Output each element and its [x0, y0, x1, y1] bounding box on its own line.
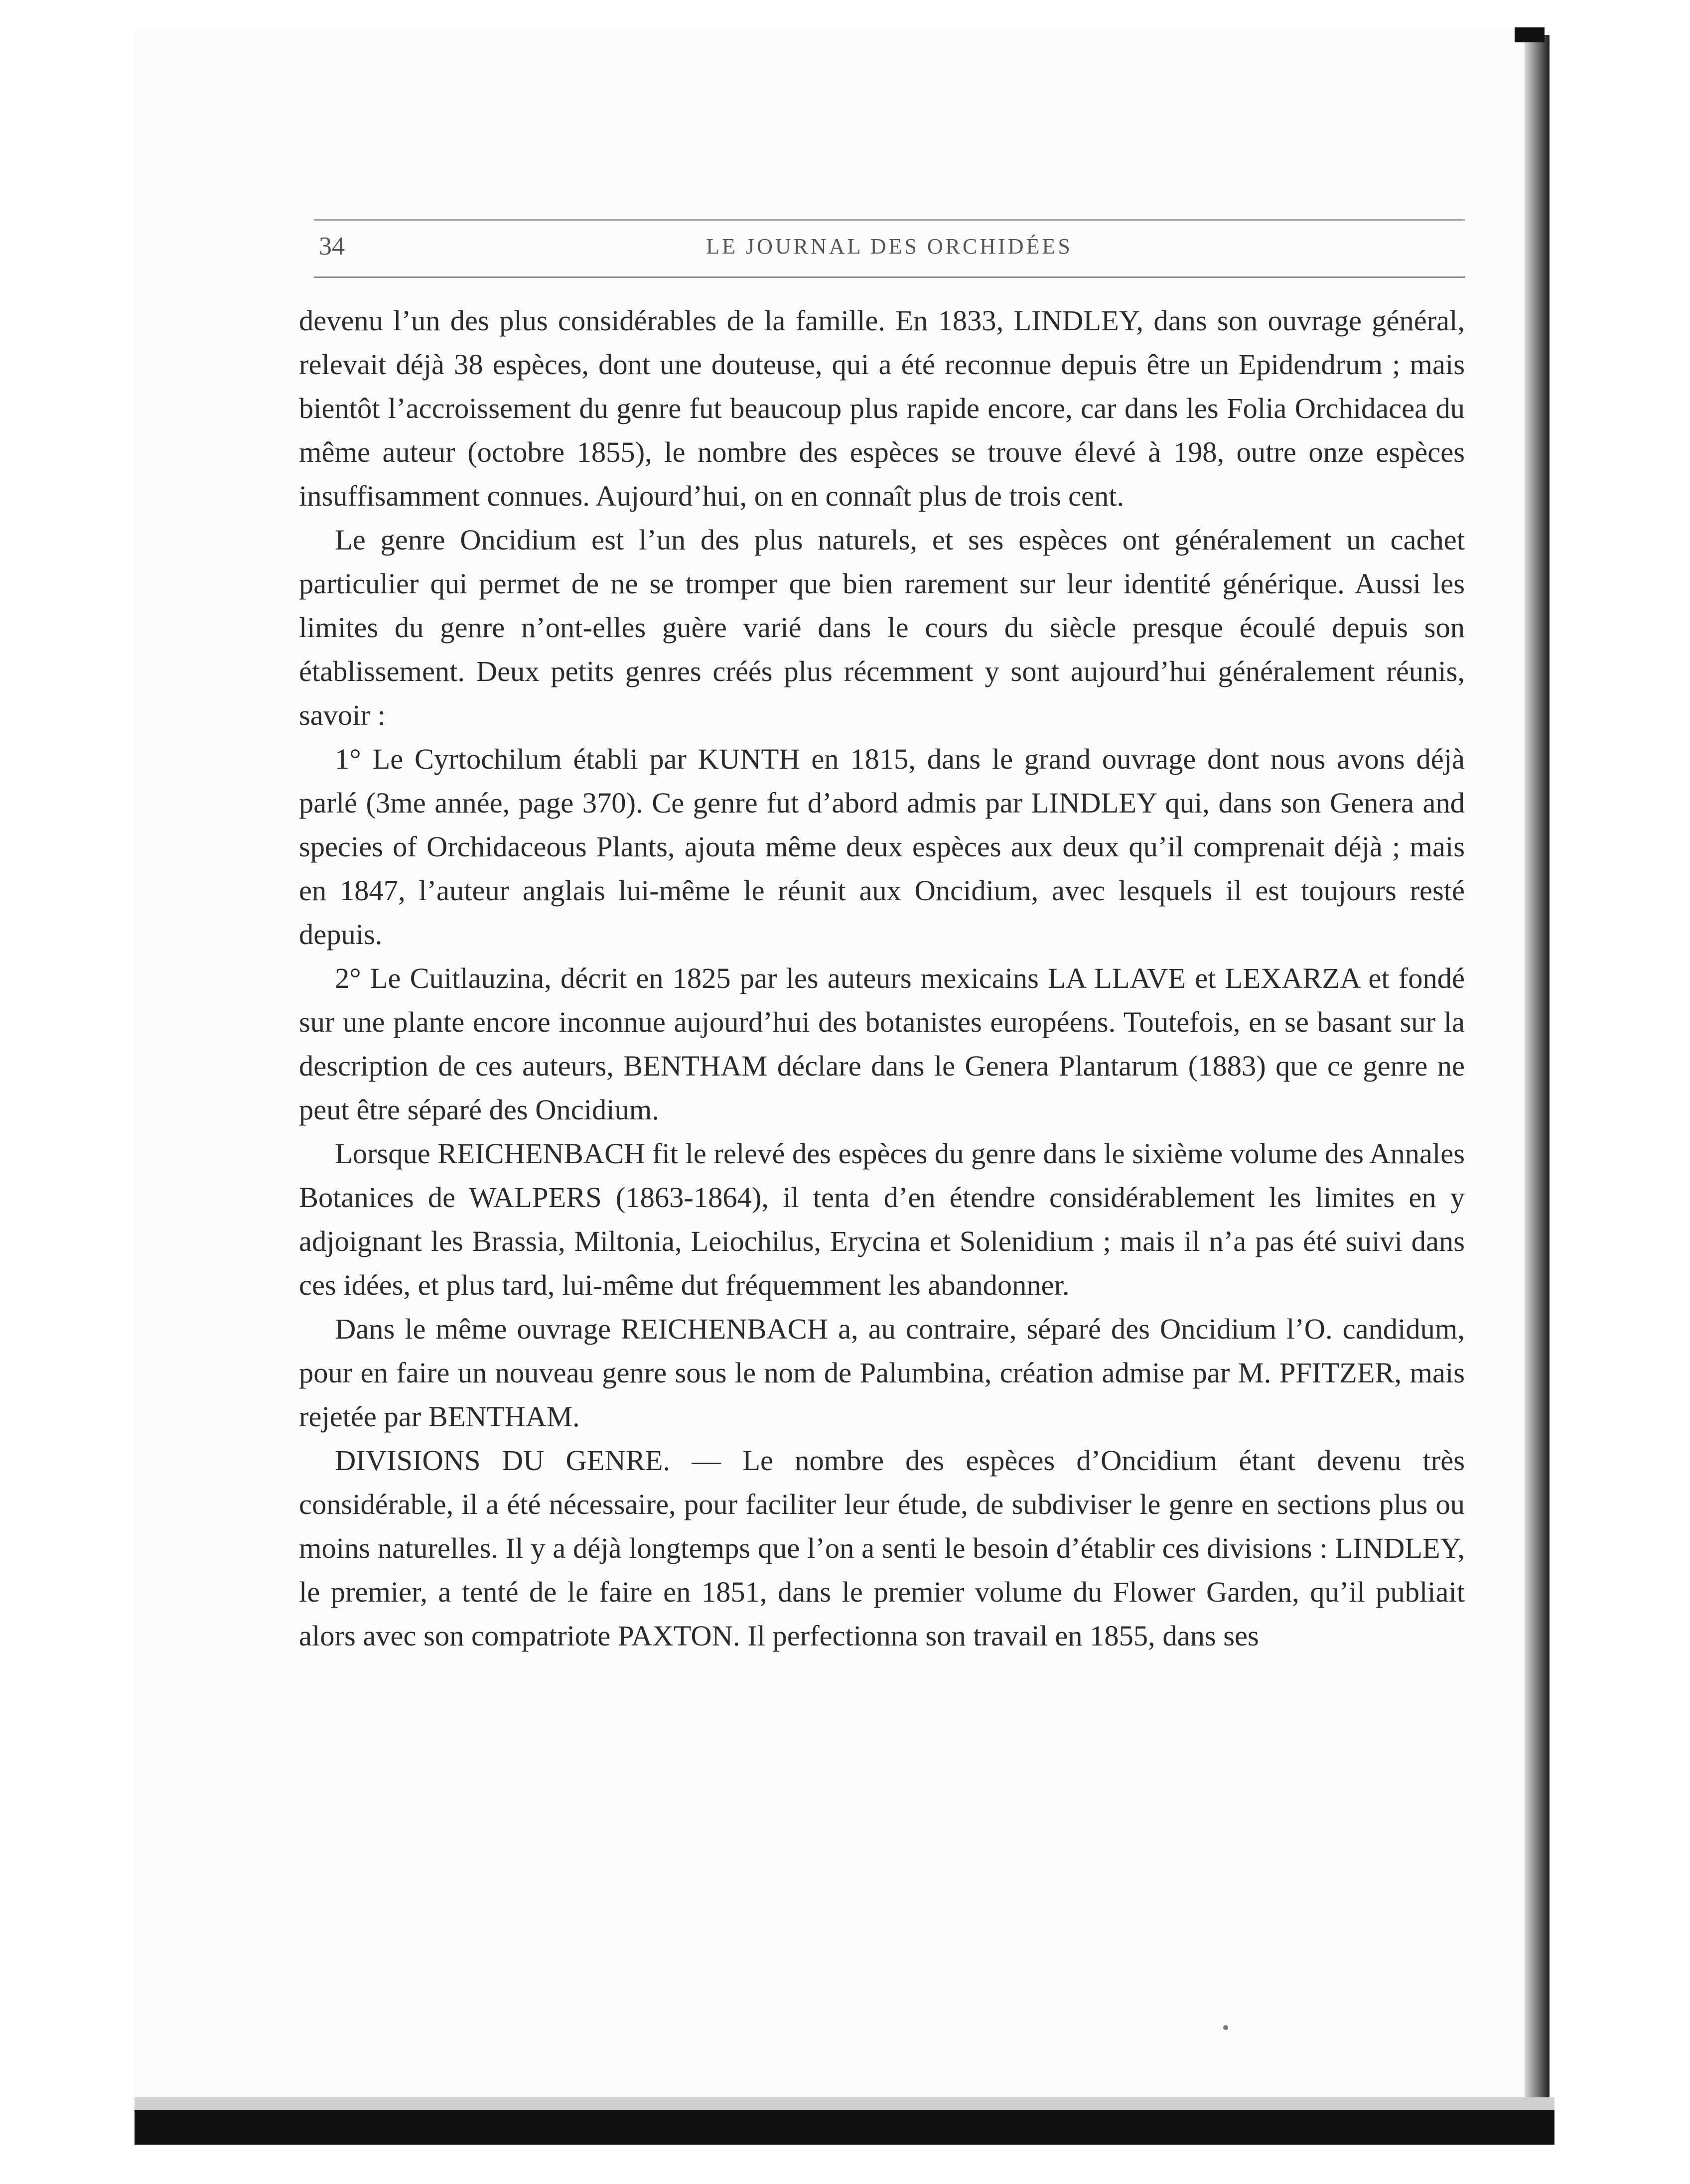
running-head [314, 227, 1465, 267]
bottom-scan-border [135, 2110, 1554, 2145]
header-rule-top [314, 219, 1465, 221]
paragraph-7: DIVISIONS DU GENRE. — Le nombre des espèces d’Oncidium étant devenu très considérable, il a été nécessaire, pour faciliter leur étude, de subdiviser le genre en sections plus ou moins naturelles. Il y a déjà longtemps que l’on a senti le besoin d’établir ces divisions : LINDLEY, le premier, a tenté de le faire en 1851, dans le premier volume du Flower Garden, qu’il publiait alors avec son compatriote PAXTON. Il perfectionna son travail en 1855, dans ses [299, 1444, 1465, 1652]
body-text [299, 299, 1465, 1658]
paragraph-6: Dans le même ouvrage REICHENBACH a, au contraire, séparé des Oncidium l’O. candidum, pour en faire un nouveau genre sous le nom de Palumbina, création admise par M. PFITZER, mais rejetée par BENTHAM. [299, 1313, 1465, 1433]
paragraph-2: Le genre Oncidium est l’un des plus naturels, et ses espèces ont généralement un cachet particulier qui permet de ne se tromper que bien rarement sur leur identité générique. Aussi les limites du genre n’ont-elles guère varié dans le cours du siècle presque écoulé depuis son établissement. Deux petits genres créés plus récemment y sont aujourd’hui généralement réunis, savoir : [299, 524, 1465, 731]
page-corner-mark [1515, 27, 1545, 42]
page-number: 34 [319, 232, 345, 261]
header-rule-bottom [314, 276, 1465, 278]
paragraph-4: 2° Le Cuitlauzina, décrit en 1825 par les auteurs mexicains LA LLAVE et LEXARZA et fondé sur une plante encore inconnue aujourd’hui des botanistes européens. Toutefois, en se basant sur la description de ces auteurs, BENTHAM déclare dans le Genera Plantarum (1883) que ce genre ne peut être séparé des Oncidium. [299, 962, 1465, 1126]
ink-speck [1223, 2025, 1228, 2030]
paragraph-5: Lorsque REICHENBACH fit le relevé des espèces du genre dans le sixième volume des Annales Botanices de WALPERS (1863-1864), il tenta d’en étendre considérablement les limites en y adjoignant les Brassia, Miltonia, Leiochilus, Erycina et Solenidium ; mais il n’a pas été suivi dans ces idées, et plus tard, lui-même dut fréquemment les abandonner. [299, 1137, 1465, 1301]
paragraph-3: 1° Le Cyrtochilum établi par KUNTH en 1815, dans le grand ouvrage dont nous avons déjà parlé (3me année, page 370). Ce genre fut d’abord admis par LINDLEY qui, dans son Genera and species of Orchidaceous Plants, ajouta même deux espèces aux deux qu’il comprenait déjà ; mais en 1847, l’auteur anglais lui-même le réunit aux Oncidium, avec lesquels il est toujours resté depuis. [299, 743, 1465, 951]
paragraph-1: devenu l’un des plus considérables de la famille. En 1833, LINDLEY, dans son ouvrage général, relevait déjà 38 espèces, dont une douteuse, qui a été reconnue depuis être un Epidendrum ; mais bientôt l’accroissement du genre fut beaucoup plus rapide encore, car dans les Folia Orchidacea du même auteur (octobre 1855), le nombre des espèces se trouve élevé à 198, outre onze espèces insuffisamment connues. Aujourd’hui, on en connaît plus de trois cent. [299, 304, 1465, 512]
bottom-page-edge [135, 2097, 1554, 2111]
page-edge-shadow [1525, 35, 1549, 2127]
journal-title: LE JOURNAL DES ORCHIDÉES [706, 234, 1073, 259]
